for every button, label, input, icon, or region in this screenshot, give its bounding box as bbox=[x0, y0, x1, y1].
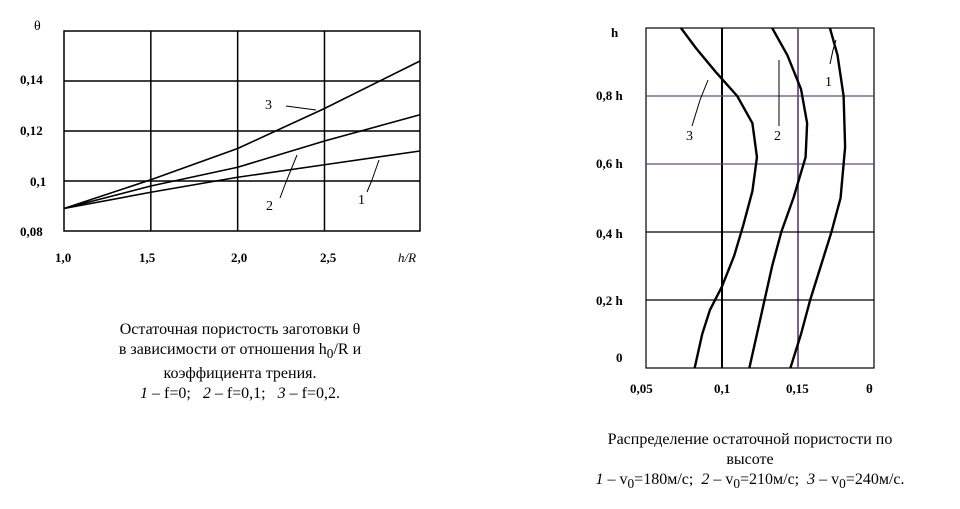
legend-text: – v bbox=[709, 471, 734, 488]
legend-num: 1 bbox=[140, 385, 149, 403]
left-x-tick: 1,5 bbox=[139, 250, 156, 265]
right-x-tick: 0,15 bbox=[786, 381, 809, 396]
right-y-tick: 0,4 h bbox=[596, 226, 623, 241]
legend-text: – f=0; bbox=[148, 385, 203, 403]
series-2-leader bbox=[280, 155, 297, 198]
legend-num: 3 bbox=[277, 385, 286, 403]
legend-text: =240м/с. bbox=[845, 471, 905, 488]
left-x-axis-label: h/R bbox=[398, 250, 417, 265]
series-2-label: 2 bbox=[266, 199, 273, 214]
right-caption-legend bbox=[540, 470, 960, 494]
left-caption-line: Остаточная пористость заготовки θ bbox=[119, 321, 361, 338]
caption-subscript: 0 bbox=[326, 346, 334, 362]
right-caption bbox=[540, 430, 960, 494]
right-caption-line: высоте bbox=[726, 451, 774, 468]
legend-text: =180м/с; bbox=[634, 471, 702, 488]
right-x-axis-label: θ bbox=[866, 381, 873, 396]
series-1-label: 1 bbox=[358, 193, 365, 208]
legend-text: – f=0,1; bbox=[210, 385, 278, 403]
legend-num: 3 bbox=[807, 471, 816, 488]
legend-text: – v bbox=[815, 471, 840, 488]
left-x-tick: 2,0 bbox=[231, 250, 248, 265]
legend-text: – v bbox=[603, 471, 628, 488]
left-y-tick: 0,12 bbox=[20, 123, 43, 138]
left-caption-line: коэффициента трения. bbox=[163, 365, 317, 383]
left-x-tick: 2,5 bbox=[320, 250, 337, 265]
legend-subscript: 0 bbox=[627, 476, 635, 492]
series-3-label: 3 bbox=[265, 98, 272, 113]
right-y-tick: 0 bbox=[616, 350, 623, 365]
right-x-tick: 0,1 bbox=[714, 381, 731, 396]
legend-num: 2 bbox=[701, 471, 710, 488]
series-1-label: 1 bbox=[825, 75, 832, 90]
series-1-leader bbox=[830, 40, 836, 64]
series-2-label: 2 bbox=[774, 129, 781, 144]
legend-subscript: 0 bbox=[733, 476, 740, 492]
right-y-tick: 0,6 h bbox=[596, 156, 623, 171]
left-caption-legend bbox=[40, 384, 440, 404]
caption-text: /R и bbox=[333, 341, 362, 358]
left-series-2-line bbox=[64, 115, 420, 209]
right-chart bbox=[596, 25, 874, 396]
left-series-group bbox=[64, 61, 420, 209]
left-y-tick: 0,08 bbox=[20, 224, 43, 239]
left-y-axis-label: θ bbox=[34, 19, 41, 34]
right-y-tick: 0,8 h bbox=[596, 88, 623, 103]
series-3-label: 3 bbox=[686, 129, 693, 144]
left-x-tick: 1,0 bbox=[55, 250, 72, 265]
left-grid bbox=[64, 31, 420, 231]
series-3-leader bbox=[692, 80, 708, 126]
legend-text: =210м/с; bbox=[739, 471, 808, 488]
right-series-group bbox=[681, 28, 845, 368]
legend-num: 1 bbox=[595, 471, 604, 488]
right-y-tick: h bbox=[611, 25, 619, 40]
series-3-leader bbox=[286, 106, 316, 110]
right-caption-line: Распределение остаточной пористости по bbox=[607, 431, 893, 448]
series-1-leader bbox=[367, 160, 379, 192]
caption-text: в зависимости от отношения h bbox=[118, 341, 327, 358]
legend-text: – f=0,2. bbox=[285, 385, 340, 403]
left-caption bbox=[40, 320, 440, 404]
right-series-3-line bbox=[681, 28, 757, 368]
left-series-3-line bbox=[64, 61, 420, 209]
left-chart bbox=[20, 19, 420, 265]
left-y-tick: 0,14 bbox=[20, 72, 43, 87]
right-y-tick: 0,2 h bbox=[596, 293, 623, 308]
left-series-1-line bbox=[64, 151, 420, 209]
legend-num: 2 bbox=[202, 385, 211, 403]
left-caption-line bbox=[40, 340, 440, 364]
legend-subscript: 0 bbox=[839, 476, 846, 492]
left-y-tick: 0,1 bbox=[30, 174, 47, 189]
right-x-tick: 0,05 bbox=[630, 381, 653, 396]
